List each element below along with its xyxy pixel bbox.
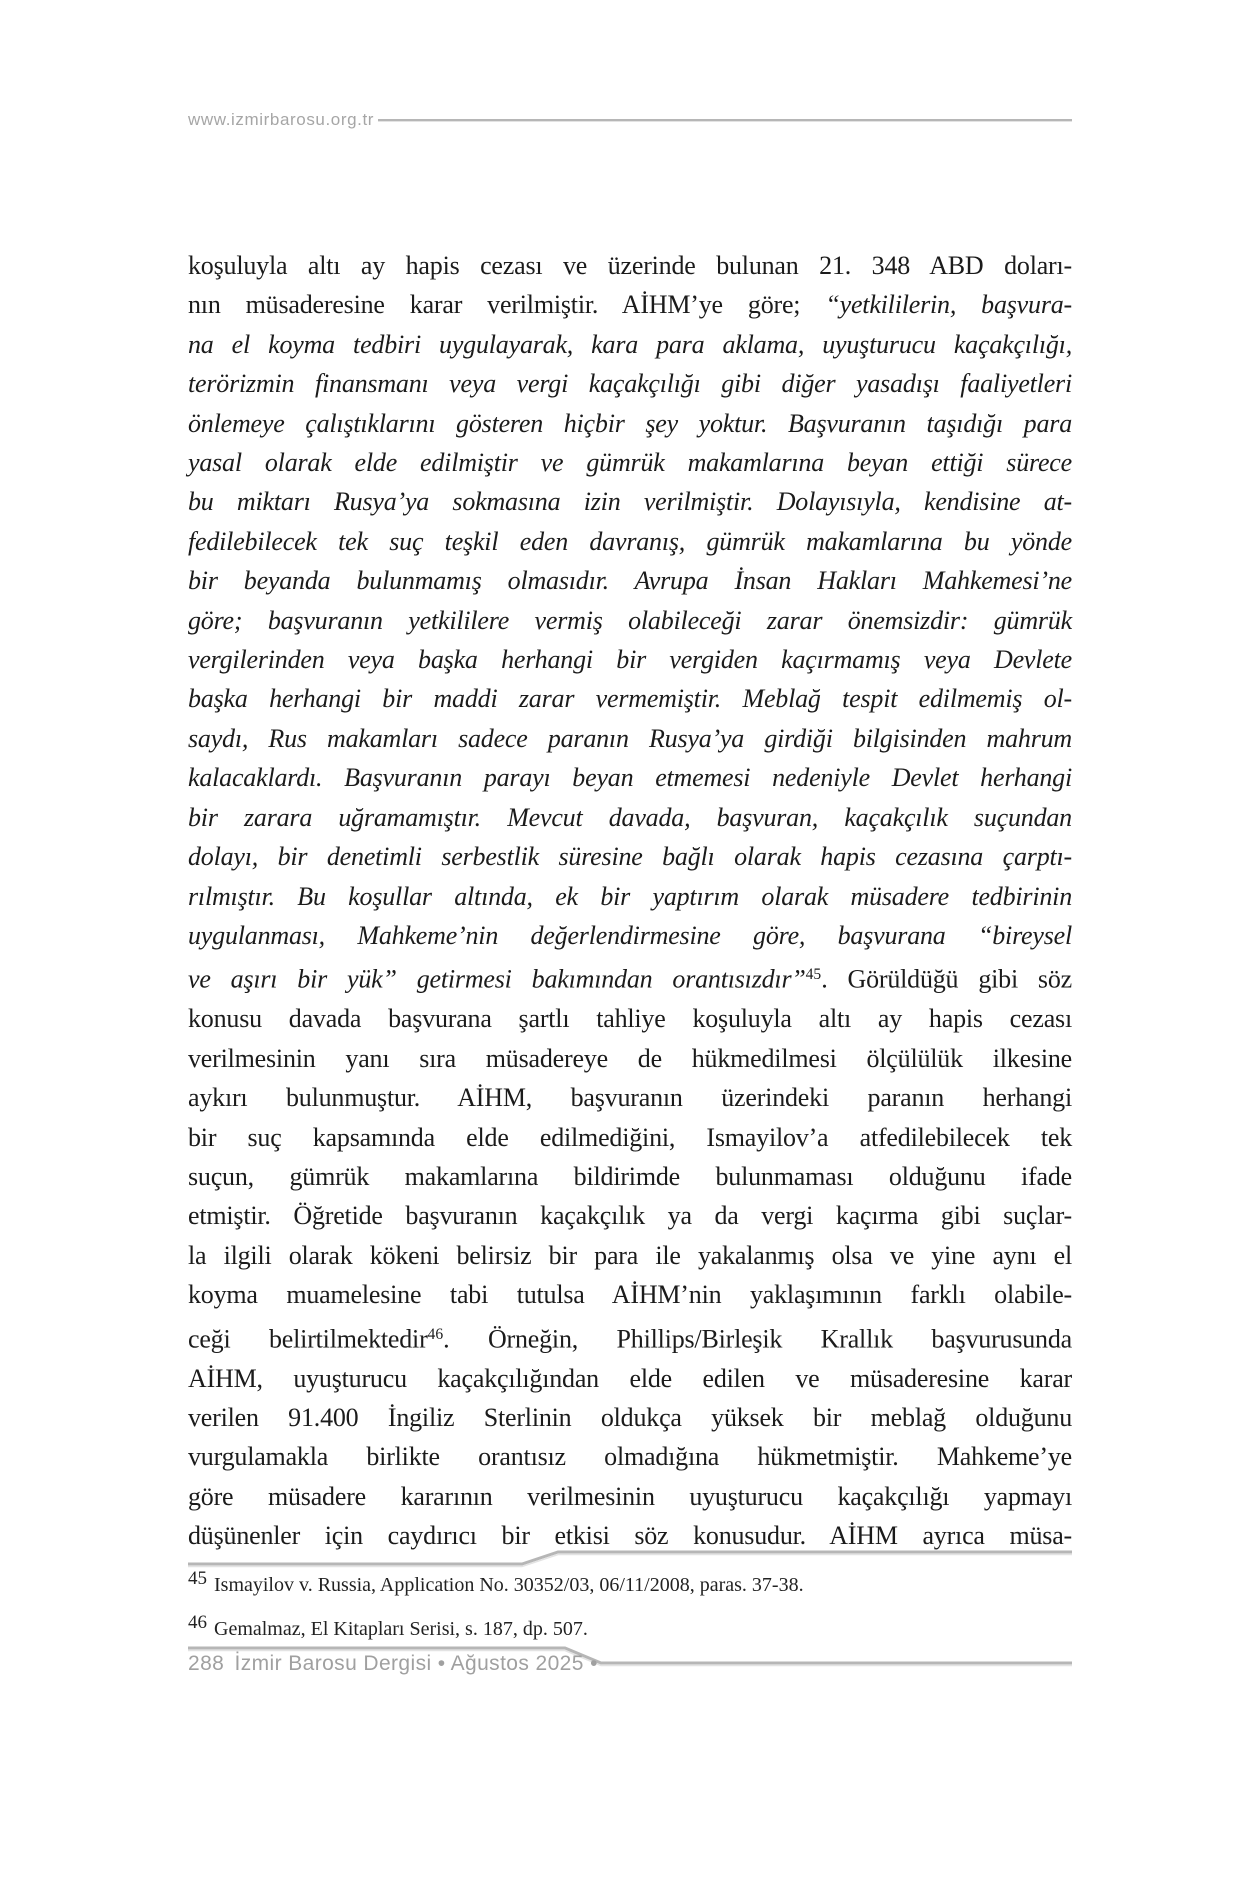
text-line: la ilgili olarak kökeni belirsiz bir para ile yakalanmış olsa ve yine aynı el bbox=[188, 1240, 1072, 1270]
footnote-text: Ismayilov v. Russia, Application No. 30352/03, 06/11/2008, paras. 37-38. bbox=[214, 1574, 804, 1596]
footnote-reference: 46 bbox=[427, 1325, 444, 1343]
text-line: ceği belirtilmektedir$^{46}$. Örneğin, Phillips/Birleşik Krallık başvurusunda bbox=[188, 1324, 1072, 1354]
text-line: terörizmin finansmanı veya vergi kaçakçılığı gibi diğer yasadışı faaliyetleri bbox=[188, 369, 1072, 399]
text-line: aykırı bulunmuştur. AİHM, başvuranın üzerindeki paranın herhangi bbox=[188, 1083, 1072, 1113]
text-line: etmiştir. Öğretide başvuranın kaçakçılık ya da vergi kaçırma gibi suçlar- bbox=[188, 1201, 1072, 1231]
text-line: na el koyma tedbiri uygulayarak, kara para aklama, uyuşturucu kaçakçılığı, bbox=[188, 329, 1072, 359]
text-line: bir suç kapsamında elde edilmediğini, Ismayilov’a atfedilebilecek tek bbox=[188, 1122, 1072, 1152]
text-line: AİHM, uyuşturucu kaçakçılığından elde edilen ve müsaderesine karar bbox=[188, 1363, 1072, 1393]
text-line: bir zarara uğramamıştır. Mevcut davada, başvuran, kaçakçılık suçundan bbox=[188, 802, 1072, 832]
text-line: düşünenler için caydırıcı bir etkisi söz konusudur. AİHM ayrıca müsa- bbox=[188, 1521, 1072, 1551]
text-line: koyma muamelesine tabi tutulsa AİHM’nin yaklaşımının farklı olabile- bbox=[188, 1280, 1072, 1310]
footnote-number: 45 bbox=[188, 1568, 207, 1589]
text-line: göre müsadere kararının verilmesinin uyuşturucu kaçakçılığı yapmayı bbox=[188, 1481, 1072, 1511]
text-line: dolayı, bir denetimli serbestlik süresine bağlı olarak hapis cezasına çarptı- bbox=[188, 842, 1072, 872]
page-number: 288 bbox=[188, 1652, 225, 1675]
site-url: www.izmirbarosu.org.tr bbox=[188, 110, 375, 129]
text-line: koşuluyla altı ay hapis cezası ve üzerinde bulunan 21. 348 ABD doları- bbox=[188, 251, 1072, 280]
text-line: uygulanması, Mahkeme’nin değerlendirmesine göre, başvurana “bireysel bbox=[188, 920, 1072, 950]
text-line: vergilerinden veya başka herhangi bir vergiden kaçırmamış veya Devlete bbox=[188, 645, 1072, 675]
text-line: fedilebilecek tek suç teşkil eden davranış, gümrük makamlarına bu yönde bbox=[188, 526, 1072, 556]
text-line: suçun, gümrük makamlarına bildirimde bulunmaması olduğunu ifade bbox=[188, 1161, 1072, 1191]
footnote-separator bbox=[188, 1548, 1072, 1570]
text-line: verilen 91.400 İngiliz Sterlinin oldukça yüksek bir meblağ olduğunu bbox=[188, 1402, 1072, 1432]
footnote bbox=[188, 1612, 1072, 1643]
text-line: verilmesinin yanı sıra müsadereye de hükmedilmesi ölçülülük ilkesine bbox=[188, 1043, 1072, 1073]
page-footer bbox=[188, 1652, 602, 1676]
footnote bbox=[188, 1568, 1072, 1599]
text-line: rılmıştır. Bu koşullar altında, ek bir yaptırım olarak müsadere tedbirinin bbox=[188, 881, 1072, 911]
text-line: bir beyanda bulunmamış olmasıdır. Avrupa İnsan Hakları Mahkemesi’ne bbox=[188, 566, 1072, 596]
journal-title: İzmir Barosu Dergisi • Ağustos 2025 • bbox=[234, 1652, 598, 1675]
text-line: ve aşırı bir yük” getirmesi bakımından orantısızdır”$^{45}$. Görüldüğü gibi söz bbox=[188, 964, 1072, 994]
header-rule bbox=[378, 119, 1072, 122]
text-line: kalacaklardı. Başvuranın parayı beyan etmemesi nedeniyle Devlet herhangi bbox=[188, 763, 1072, 793]
text-line: yasal olarak elde edilmiştir ve gümrük makamlarına beyan ettiği sürece bbox=[188, 448, 1072, 478]
text-line: vurgulamakla birlikte orantısız olmadığına hükmetmiştir. Mahkeme’ye bbox=[188, 1442, 1072, 1472]
body-text bbox=[188, 246, 1072, 1556]
text-line: bu miktarı Rusya’ya sokmasına izin verilmiştir. Dolayısıyla, kendisine at- bbox=[188, 487, 1072, 517]
text-line: saydı, Rus makamları sadece paranın Rusya’ya girdiği bilgisinden mahrum bbox=[188, 723, 1072, 753]
text-line: başka herhangi bir maddi zarar vermemiştir. Meblağ tespit edilmemiş ol- bbox=[188, 684, 1072, 714]
footnote-reference: 45 bbox=[805, 966, 822, 984]
page-header bbox=[188, 110, 1072, 130]
text-line: önlemeye çalıştıklarını gösteren hiçbir şey yoktur. Başvuranın taşıdığı para bbox=[188, 408, 1072, 438]
text-line: göre; başvuranın yetkililere vermiş olabileceği zarar önemsizdir: gümrük bbox=[188, 605, 1072, 635]
footnote-text: Gemalmaz, El Kitapları Serisi, s. 187, dp. 507. bbox=[214, 1618, 588, 1640]
text-line: nın müsaderesine karar verilmiştir. AİHM’ye göre; “yetkililerin, başvura- bbox=[188, 290, 1072, 320]
text-line: konusu davada başvurana şartlı tahliye koşuluyla altı ay hapis cezası bbox=[188, 1004, 1072, 1034]
footnote-number: 46 bbox=[188, 1612, 207, 1633]
